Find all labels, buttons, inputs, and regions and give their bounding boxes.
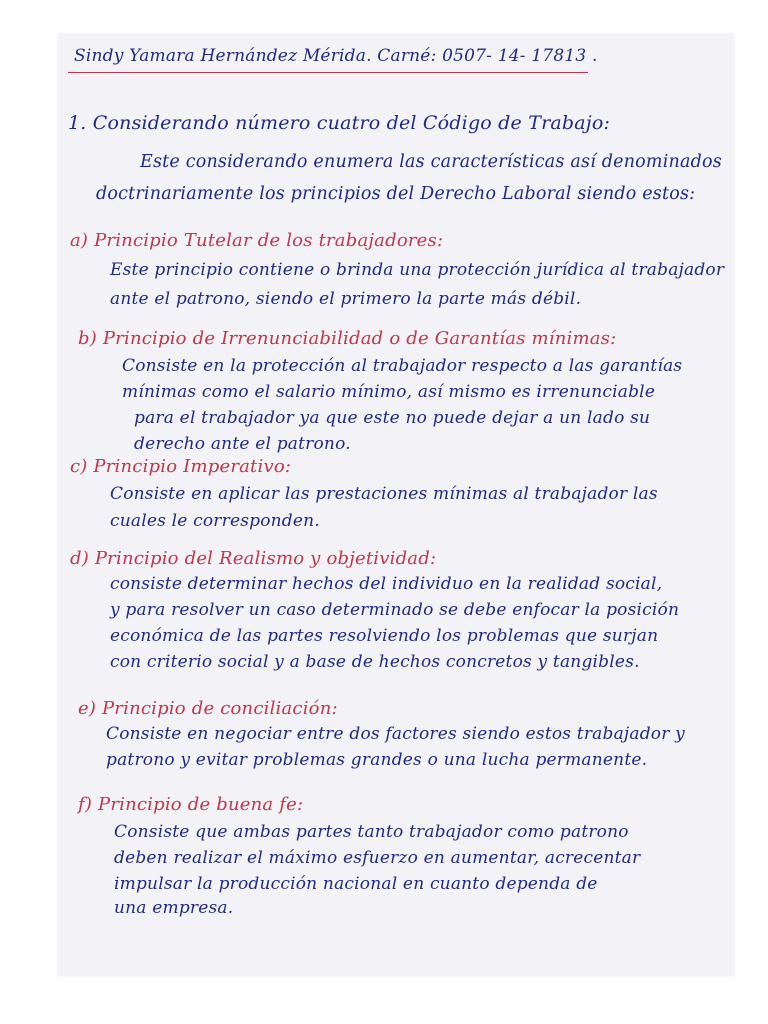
section-c-line-1: Consiste en aplicar las prestaciones mínimas al trabajador las: [110, 484, 658, 504]
section-c-line-2: cuales le corresponden.: [110, 511, 320, 531]
section-b-heading: b) Principio de Irrenunciabilidad o de Garantías mínimas:: [78, 328, 617, 349]
section-f-heading: f) Principio de buena fe:: [78, 794, 304, 815]
section-f-line-1: Consiste que ambas partes tanto trabajador como patrono: [114, 822, 629, 842]
notebook-page: [58, 34, 734, 976]
section-b-line-2: mínimas como el salario mínimo, así mismo es irrenunciable: [122, 382, 656, 402]
section-a-line-1: Este principio contiene o brinda una protección jurídica al trabajador: [110, 260, 725, 280]
section-f-line-4: una empresa.: [114, 898, 234, 918]
section-d-line-2: y para resolver un caso determinado se debe enfocar la posición: [110, 600, 680, 620]
section-d-line-3: económica de las partes resolviendo los problemas que surjan: [110, 626, 659, 646]
student-header: Sindy Yamara Hernández Mérida. Carné: 0507- 14- 17813 .: [74, 46, 598, 66]
section-e-line-1: Consiste en negociar entre dos factores siendo estos trabajador y: [106, 724, 685, 744]
section-b-line-4: derecho ante el patrono.: [134, 434, 351, 454]
section-a-line-2: ante el patrono, siendo el primero la parte más débil.: [110, 289, 582, 309]
section-b-line-1: Consiste en la protección al trabajador respecto a las garantías: [122, 356, 683, 376]
section-d-line-4: con criterio social y a base de hechos concretos y tangibles.: [110, 652, 640, 672]
section-a-heading: a) Principio Tutelar de los trabajadores:: [70, 230, 444, 251]
section-f-line-3: impulsar la producción nacional en cuanto dependa de: [114, 874, 598, 894]
section-f-line-2: deben realizar el máximo esfuerzo en aumentar, acrecentar: [114, 848, 641, 868]
intro-line-1: Este considerando enumera las características así denominados: [140, 152, 722, 172]
section-e-line-2: patrono y evitar problemas grandes o una lucha permanente.: [106, 750, 648, 770]
intro-line-2: doctrinariamente los principios del Derecho Laboral siendo estos:: [96, 184, 696, 204]
section-c-heading: c) Principio Imperativo:: [70, 456, 292, 477]
section-d-heading: d) Principio del Realismo y objetividad:: [70, 548, 437, 569]
section-b-line-3: para el trabajador ya que este no puede dejar a un lado su: [134, 408, 651, 428]
header-underline: [68, 72, 588, 73]
section-e-heading: e) Principio de conciliación:: [78, 698, 338, 719]
question-title: 1. Considerando número cuatro del Código de Trabajo:: [68, 112, 611, 134]
section-d-line-1: consiste determinar hechos del individuo en la realidad social,: [110, 574, 663, 594]
